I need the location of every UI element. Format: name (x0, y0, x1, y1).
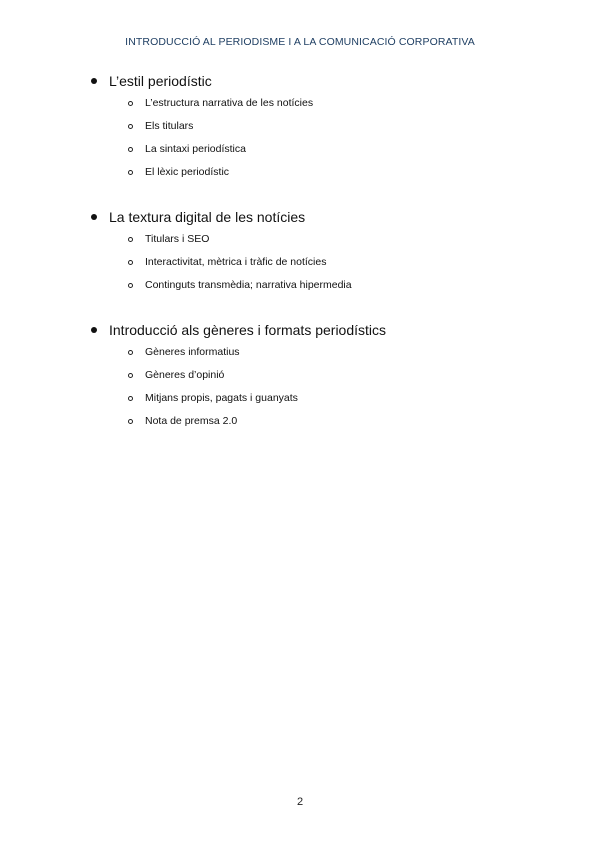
list-item (0, 138, 600, 161)
list-item-text: El lèxic periodístic (145, 166, 230, 178)
circle-bullet-icon (128, 350, 133, 355)
circle-bullet-icon (128, 396, 133, 401)
list-item-text: Mitjans propis, pagats i guanyats (145, 392, 298, 404)
list-item-text: Continguts transmèdia; narrativa hipermedia (145, 279, 352, 291)
list-item-text: La sintaxi periodística (145, 143, 246, 155)
list-item (0, 341, 600, 364)
circle-bullet-icon (128, 419, 133, 424)
bullet-icon (91, 214, 97, 220)
section-title (0, 70, 600, 92)
section-title (0, 319, 600, 341)
section-spacer (0, 184, 600, 206)
list-item (0, 92, 600, 115)
list-item (0, 387, 600, 410)
bullet-icon (91, 78, 97, 84)
topic-outline (0, 70, 600, 433)
outline-section-generes (0, 319, 600, 433)
bullet-icon (91, 327, 97, 333)
list-item (0, 274, 600, 297)
section-title-text: L’estil periodístic (109, 73, 212, 89)
outline-section-textura-digital (0, 206, 600, 297)
section-title-text: La textura digital de les notícies (109, 209, 306, 225)
circle-bullet-icon (128, 237, 133, 242)
list-item-text: L’estructura narrativa de les notícies (145, 97, 314, 109)
list-item-text: Interactivitat, mètrica i tràfic de notícies (145, 256, 327, 268)
list-item (0, 251, 600, 274)
circle-bullet-icon (128, 147, 133, 152)
circle-bullet-icon (128, 283, 133, 288)
list-item-text: Nota de premsa 2.0 (145, 415, 238, 427)
circle-bullet-icon (128, 170, 133, 175)
list-item-text: Gèneres d’opinió (145, 369, 225, 381)
list-item (0, 410, 600, 433)
sub-list (0, 92, 600, 184)
circle-bullet-icon (128, 260, 133, 265)
section-title-text: Introducció als gèneres i formats periodístics (109, 322, 387, 338)
section-spacer (0, 297, 600, 319)
page-header: INTRODUCCIÓ AL PERIODISME I A LA COMUNICACIÓ CORPORATIVA (125, 36, 475, 48)
circle-bullet-icon (128, 101, 133, 106)
list-item-text: Els titulars (145, 120, 194, 132)
list-item (0, 364, 600, 387)
list-item (0, 161, 600, 184)
circle-bullet-icon (128, 124, 133, 129)
list-item-text: Gèneres informatius (145, 346, 240, 358)
circle-bullet-icon (128, 373, 133, 378)
outline-section-estil (0, 70, 600, 184)
list-item (0, 228, 600, 251)
section-title (0, 206, 600, 228)
sub-list (0, 228, 600, 297)
sub-list (0, 341, 600, 433)
list-item (0, 115, 600, 138)
page-number: 2 (296, 796, 304, 808)
list-item-text: Titulars i SEO (145, 233, 210, 245)
